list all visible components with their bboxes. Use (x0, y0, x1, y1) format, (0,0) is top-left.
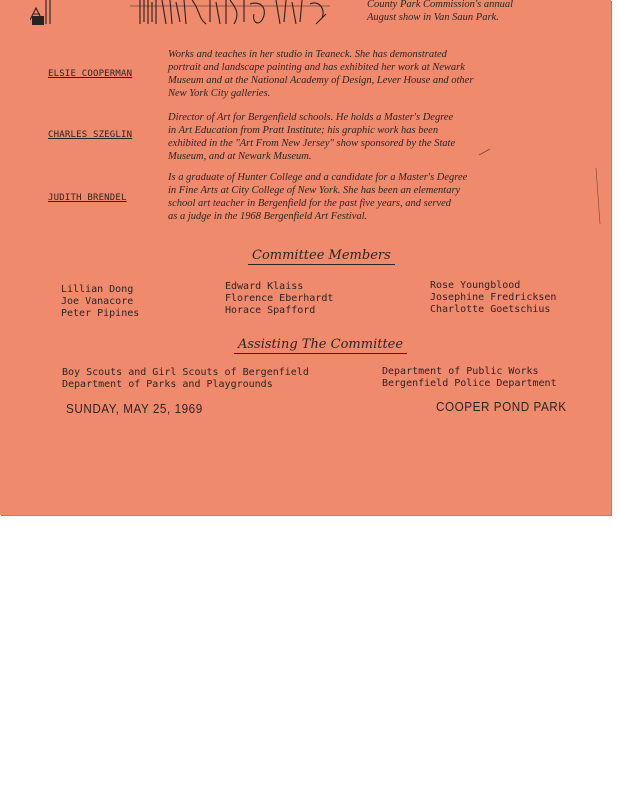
committee-member: Edward Klaiss (225, 281, 304, 292)
assisting-column (382, 366, 557, 390)
committee-member: Charlotte Goetschius (430, 304, 551, 315)
assisting-organization: Department of Public Works (382, 366, 539, 377)
committee-heading: Committee Members (248, 248, 395, 265)
juror-name: JUDITH BRENDEL (48, 193, 127, 203)
bio-line: Works and teaches in her studio in Teaneck. She has demonstrated (168, 49, 447, 60)
committee-column (225, 281, 333, 317)
juror-bio (168, 48, 598, 100)
committee-member: Florence Eberhardt (225, 293, 334, 304)
pencil-mark (594, 166, 606, 226)
juror-name: ELSIE COOPERMAN (48, 69, 133, 79)
committee-member: Josephine Fredricksen (430, 292, 557, 303)
juror-bio (168, 111, 598, 163)
bio-line: Is a graduate of Hunter College and a candidate for a Master's Degree (168, 172, 468, 183)
bio-line: in Art Education from Pratt Institute; his graphic work has been (168, 125, 439, 136)
assisting-heading: Assisting The Committee (234, 337, 407, 354)
bio-line: New York City galleries. (168, 88, 271, 99)
committee-member: Horace Spafford (225, 305, 316, 316)
event-date: SUNDAY, MAY 25, 1969 (66, 401, 203, 416)
assisting-organization: Bergenfield Police Department (382, 378, 557, 389)
header-sketch-illustration (30, 0, 330, 26)
event-location: COOPER POND PARK (436, 399, 567, 414)
juror-name: CHARLES SZEGLIN (48, 130, 133, 140)
juror-bio (168, 171, 598, 223)
intro-line: August show in Van Saun Park. (367, 12, 499, 23)
assisting-organization: Department of Parks and Playgrounds (62, 379, 273, 390)
bio-line: in Fine Arts at City College of New York. She has been an elementary (168, 185, 461, 196)
intro-text (367, 0, 607, 24)
intro-line: County Park Commission's annual (367, 0, 514, 10)
committee-column (61, 284, 139, 320)
committee-member: Lillian Dong (61, 284, 134, 295)
bio-line: exhibited in the "Art From New Jersey" show sponsored by the State (168, 138, 456, 149)
assisting-column (62, 367, 309, 391)
committee-member: Joe Vanacore (61, 296, 134, 307)
committee-column (430, 280, 556, 316)
committee-member: Peter Pipines (61, 308, 140, 319)
committee-member: Rose Youngblood (430, 280, 521, 291)
bio-line: as a judge in the 1968 Bergenfield Art Festival. (168, 211, 368, 222)
bio-line: school art teacher in Bergenfield for the past five years, and served (168, 198, 452, 209)
bio-line: portrait and landscape painting and has exhibited her work at Newark (168, 62, 465, 73)
assisting-organization: Boy Scouts and Girl Scouts of Bergenfield (62, 367, 309, 378)
bio-line: Museum and at the National Academy of Design, Lever House and other (168, 75, 474, 86)
pencil-mark (478, 148, 492, 156)
bio-line: Director of Art for Bergenfield schools. He holds a Master's Degree (168, 112, 454, 123)
bio-line: Museum, and at Newark Museum. (168, 151, 312, 162)
